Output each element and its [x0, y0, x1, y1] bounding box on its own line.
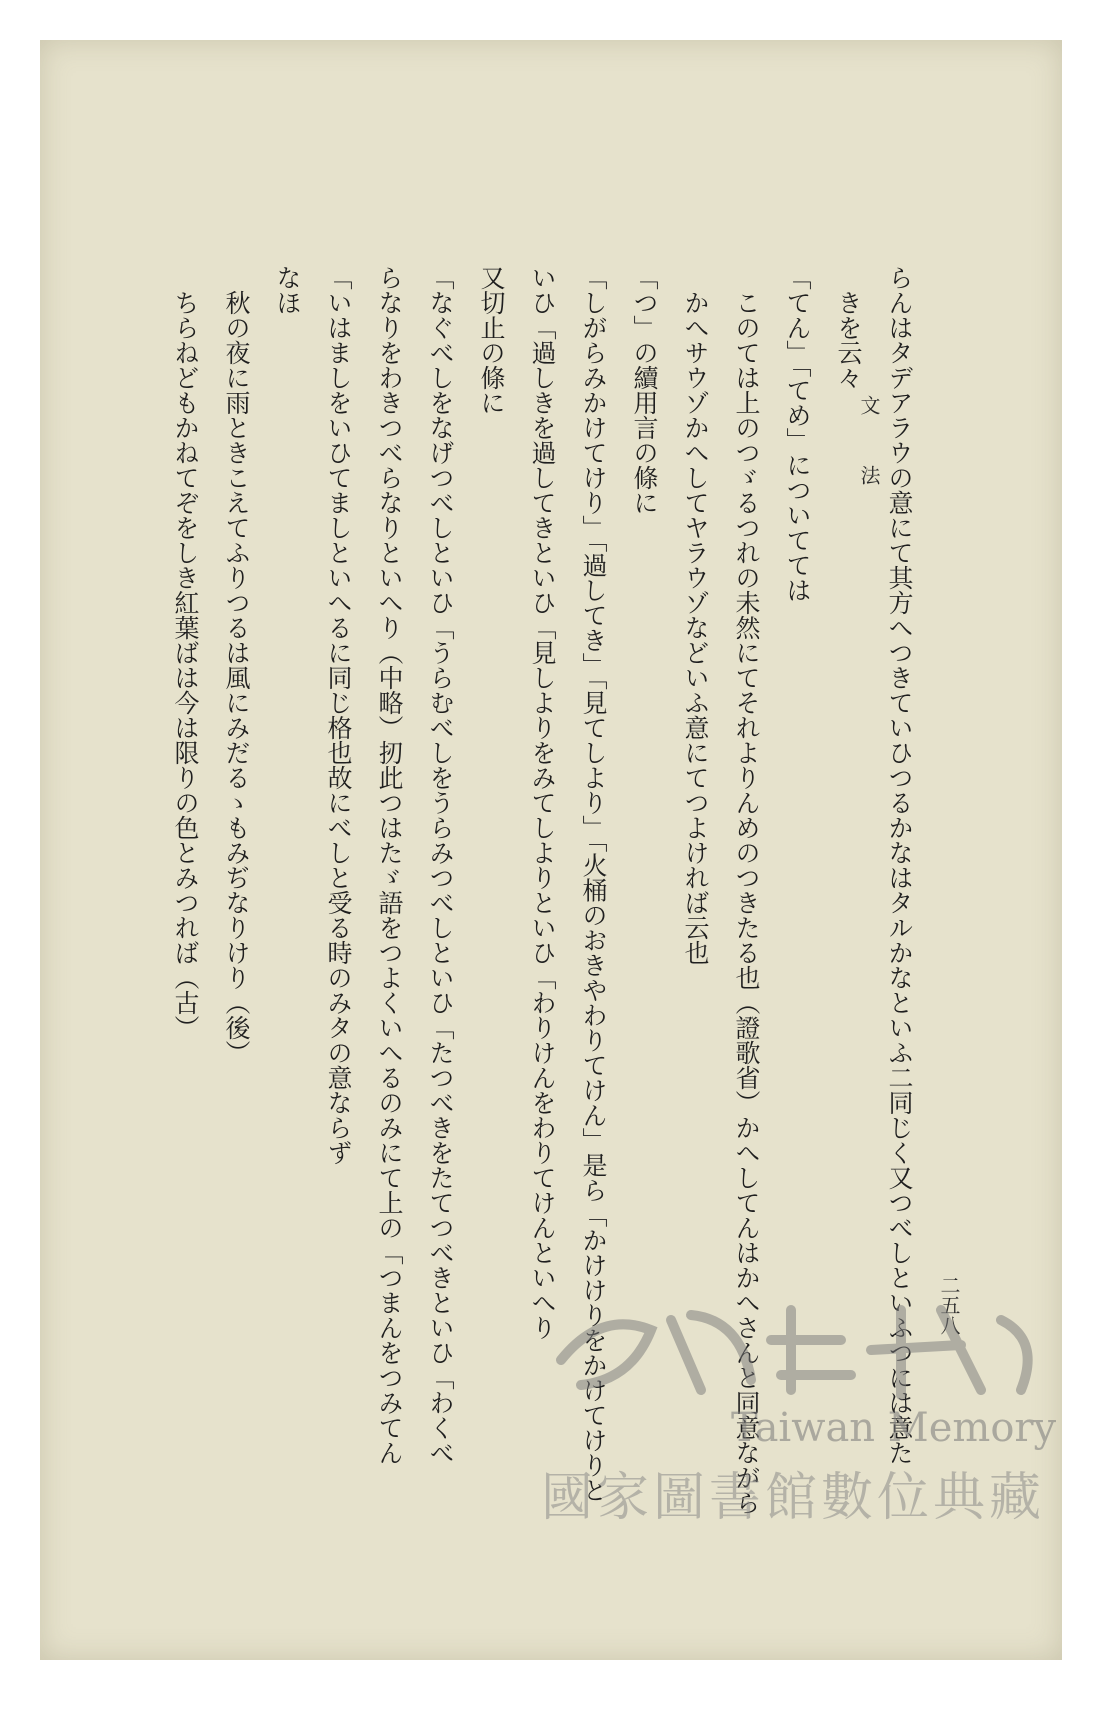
text-line: 又切止の條に	[477, 265, 506, 415]
text-line: きを云々	[834, 290, 863, 390]
text-line: らんはタデアラウの意にて其方へつきていひつるかなはタルかなといふ二同じく又つべしといふつには意た	[885, 265, 914, 1465]
text-line: らなりをわきつべらなりといへり（中略）扨此つはたゞ語をつよくいへるのみにて上の「つまんをつみてん	[375, 265, 404, 1465]
text-line: かへサウゾかへしてヤラウゾなどいふ意にてつよければ云也	[681, 290, 710, 965]
poem-line: 秋の夜に雨ときこえてふりつるは風にみだるゝもみぢなりけり（後）	[222, 290, 251, 1065]
text-line: なほ	[273, 265, 302, 315]
text-line: 「いはましをいひてましといへるに同じ格也故にべしと受る時のみタの意ならず	[324, 265, 353, 1165]
text-line: このては上のつゞるつれの未然にてそれよりんめのつきたる也（證歌省）かへしてんはかへさんと同意ながら	[732, 290, 761, 1515]
text-line: 「しがらみかけてけり」「過してき」「見てしより」「火桶のおきやわりてけん」是ら「かけけりをかけてけりと	[579, 265, 608, 1503]
page-number: 二五八	[937, 1275, 961, 1335]
watermark-english: Taiwan Memory	[731, 1405, 1057, 1451]
watermark-chinese: 國家圖書館數位典藏	[541, 1468, 1046, 1528]
text-line: 「つ」の續用言の條に	[630, 265, 659, 515]
text-line: いひ「過しきを過してきといひ「見しよりをみてしよりといひ「わりけんをわりてけんといへり	[528, 265, 557, 1340]
text-line: 「てん」「てめ」についてては	[783, 265, 812, 603]
poem-line: ちらねどもかねてぞをしき紅葉ばは今は限りの色とみつれば（古）	[171, 290, 200, 1040]
watermark-logo	[541, 1290, 1061, 1405]
running-head-bun: 文	[857, 395, 881, 455]
text-line: 「なぐべしをなげつべしといひ「うらむべしをうらみつべしといひ「たつべきをたてつべきといひ「わくべ	[426, 265, 455, 1465]
running-head-po: 法	[857, 465, 881, 525]
watermark	[541, 1290, 1061, 1528]
